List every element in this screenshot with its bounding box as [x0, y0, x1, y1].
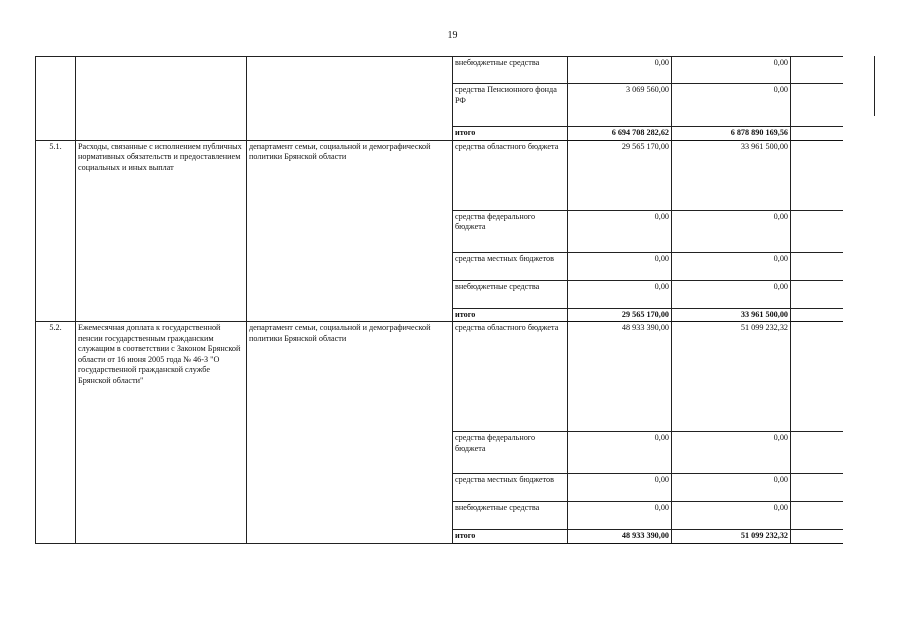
total-year-2: 51 099 232,32 — [672, 530, 791, 544]
extra-cell — [791, 140, 843, 210]
funding-source: средства Пенсионного фонда РФ — [453, 84, 568, 127]
extra-cell — [791, 280, 843, 308]
funding-source: средства областного бюджета — [453, 322, 568, 432]
value-year-2: 0,00 — [672, 502, 791, 530]
extra-cell — [791, 474, 843, 502]
value-year-2: 0,00 — [672, 432, 791, 474]
row-number: 5.2. — [36, 322, 76, 544]
total-label: итого — [453, 530, 568, 544]
value-year-2: 0,00 — [672, 84, 791, 127]
page-number: 19 — [447, 30, 458, 41]
funding-source: внебюджетные средства — [453, 280, 568, 308]
value-year-1: 0,00 — [568, 474, 672, 502]
row-number-cell — [36, 57, 76, 141]
value-year-2: 0,00 — [672, 474, 791, 502]
value-year-1: 29 565 170,00 — [568, 140, 672, 210]
department: департамент семьи, социальной и демографической политики Брянской области — [247, 140, 453, 322]
measure-name: Расходы, связанные с исполнением публичных нормативных обязательств и предоставлением социальных и иных выплат — [76, 140, 247, 322]
total-label: итого — [453, 127, 568, 141]
extra-cell — [791, 57, 843, 84]
total-year-2: 6 878 890 169,56 — [672, 127, 791, 141]
funding-source: средства федерального бюджета — [453, 210, 568, 252]
value-year-1: 3 069 560,00 — [568, 84, 672, 127]
value-year-2: 0,00 — [672, 280, 791, 308]
value-year-1: 0,00 — [568, 57, 672, 84]
extra-cell — [791, 308, 843, 322]
value-year-1: 0,00 — [568, 502, 672, 530]
measure-name: Ежемесячная доплата к государственной пенсии государственным гражданским служащим в соответствии с Законом Брянской области от 16 июня 2005 года № 46-З "О государственной гражданской службе Брянской области" — [76, 322, 247, 544]
extra-cell — [791, 322, 843, 432]
total-year-1: 6 694 708 282,62 — [568, 127, 672, 141]
value-year-2: 0,00 — [672, 57, 791, 84]
department: департамент семьи, социальной и демографической политики Брянской области — [247, 322, 453, 544]
value-year-2: 51 099 232,32 — [672, 322, 791, 432]
margin-line — [874, 56, 875, 116]
row-number: 5.1. — [36, 140, 76, 322]
value-year-1: 0,00 — [568, 432, 672, 474]
extra-cell — [791, 84, 843, 127]
extra-cell — [791, 127, 843, 141]
total-label: итого — [453, 308, 568, 322]
value-year-2: 0,00 — [672, 252, 791, 280]
value-year-1: 48 933 390,00 — [568, 322, 672, 432]
funding-source: средства местных бюджетов — [453, 474, 568, 502]
department-cell — [247, 57, 453, 141]
value-year-2: 0,00 — [672, 210, 791, 252]
funding-source: внебюджетные средства — [453, 57, 568, 84]
total-year-1: 29 565 170,00 — [568, 308, 672, 322]
extra-cell — [791, 530, 843, 544]
value-year-1: 0,00 — [568, 252, 672, 280]
extra-cell — [791, 502, 843, 530]
funding-source: средства местных бюджетов — [453, 252, 568, 280]
total-year-2: 33 961 500,00 — [672, 308, 791, 322]
value-year-1: 0,00 — [568, 210, 672, 252]
extra-cell — [791, 432, 843, 474]
extra-cell — [791, 252, 843, 280]
extra-cell — [791, 210, 843, 252]
total-year-1: 48 933 390,00 — [568, 530, 672, 544]
budget-table — [35, 56, 843, 544]
measure-name-cell — [76, 57, 247, 141]
funding-source: внебюджетные средства — [453, 502, 568, 530]
value-year-2: 33 961 500,00 — [672, 140, 791, 210]
funding-source: средства федерального бюджета — [453, 432, 568, 474]
funding-source: средства областного бюджета — [453, 140, 568, 210]
value-year-1: 0,00 — [568, 280, 672, 308]
